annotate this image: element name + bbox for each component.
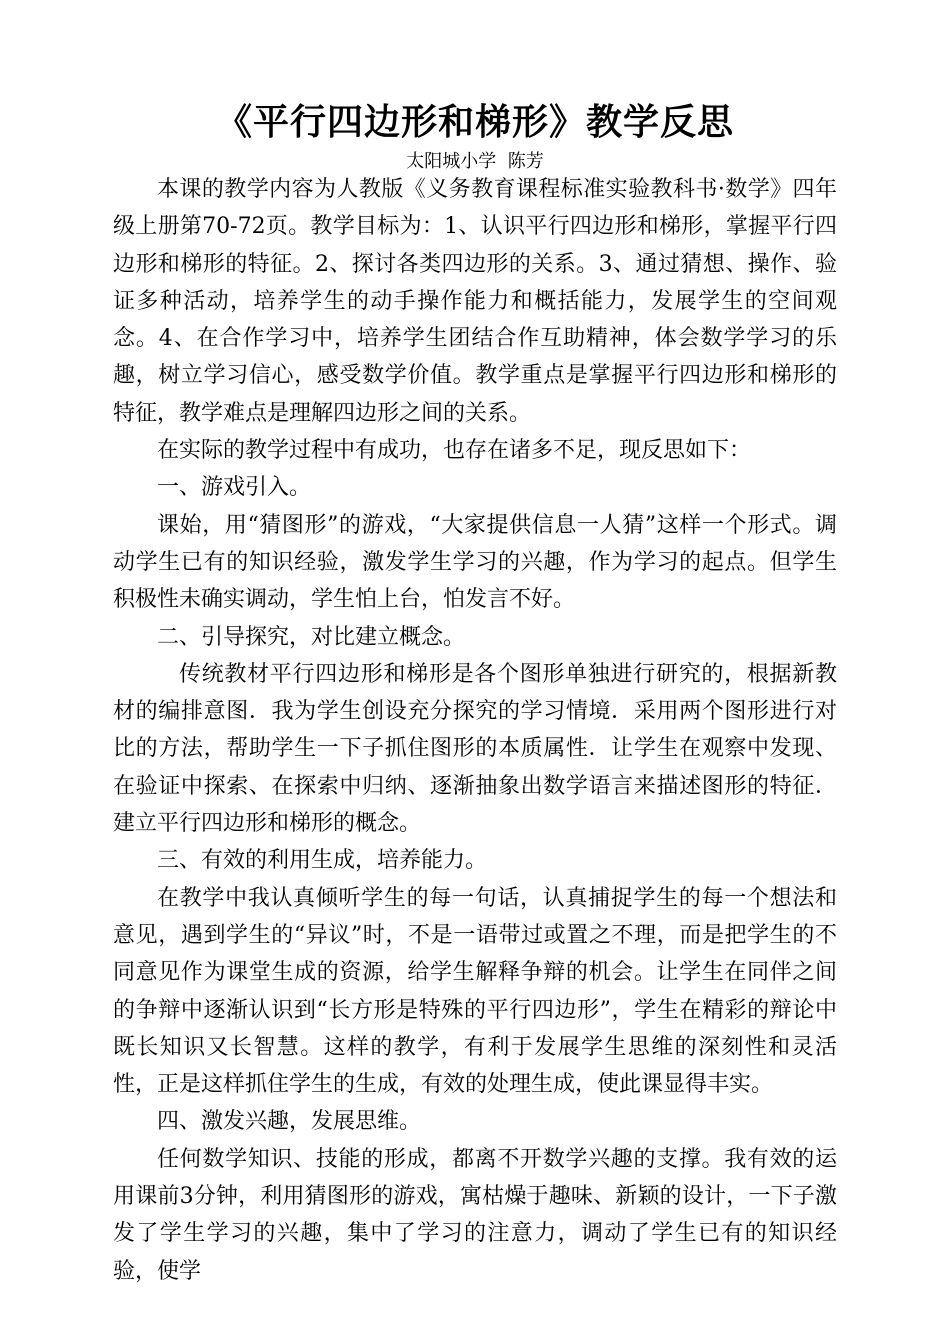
- document-title: 《平行四边形和梯形》教学反思: [215, 102, 734, 143]
- paragraph-interest: 任何数学知识、技能的形成，都离不开数学兴趣的支撑。我有效的运用课前3分钟，利用猜图形的游戏，寓枯燥于趣味、新颖的设计，一下子激发了学生学习的兴趣，集中了学习的注意力，调动了学生已有的知识经验，使学: [113, 1146, 837, 1284]
- document-author: 太阳城小学 陈芳: [406, 151, 544, 172]
- section-heading-1: 一、游戏引入。: [157, 475, 312, 501]
- section-heading-4: 四、激发兴趣，发展思维。: [157, 1109, 422, 1135]
- paragraph-game: 课始，用“猜图形”的游戏，“大家提供信息一人猜”这样一个形式。调动学生已有的知识经验，激发学生学习的兴趣，作为学习的起点。但学生积极性未确实调动，学生怕上台，怕发言不好。: [113, 512, 837, 613]
- document-body: [113, 171, 837, 1290]
- paragraph-generation: 在教学中我认真倾听学生的每一句话，认真捕捉学生的每一个想法和意见，遇到学生的“异议”时，不是一语带过或置之不理，而是把学生的不同意见作为课堂生成的资源，给学生解释争辩的机会。让学生在同伴之间的争辩中逐渐认识到“长方形是特殊的平行四边形”，学生在精彩的辩论中既长知识又长智慧。这样的教学，有利于发展学生思维的深刻性和灵活性，正是这样抓住学生的生成，有效的处理生成，使此课显得丰实。: [113, 885, 837, 1098]
- section-heading-2: 二、引导探究，对比建立概念。: [157, 624, 466, 650]
- paragraph-intro: 本课的教学内容为人教版《义务教育课程标准实验教科书·数学》四年级上册第70-72页。教学目标为：1、认识平行四边形和梯形，掌握平行四边形和梯形的特征。2、探讨各类四边形的关系。3、通过猜想、操作、验证多种活动，培养学生的动手操作能力和概括能力，发展学生的空间观念。4、在合作学习中，培养学生团结合作互助精神，体会数学学习的乐趣，树立学习信心，感受数学价值。教学重点是掌握平行四边形和梯形的特征，教学难点是理解四边形之间的关系。: [113, 177, 837, 426]
- paragraph-reflection-lead: 在实际的教学过程中有成功，也存在诸多不足，现反思如下：: [157, 438, 752, 464]
- paragraph-comparison: 传统教材平行四边形和梯形是各个图形单独进行研究的，根据新教材的编排意图．我为学生创设充分探究的学习情境．采用两个图形进行对比的方法，帮助学生一下子抓住图形的本质属性．让学生在观察中发现、在验证中探索、在探索中归纳、逐渐抽象出数学语言来描述图形的特征．建立平行四边形和梯形的概念。: [113, 661, 837, 837]
- section-heading-3: 三、有效的利用生成，培养能力。: [157, 848, 488, 874]
